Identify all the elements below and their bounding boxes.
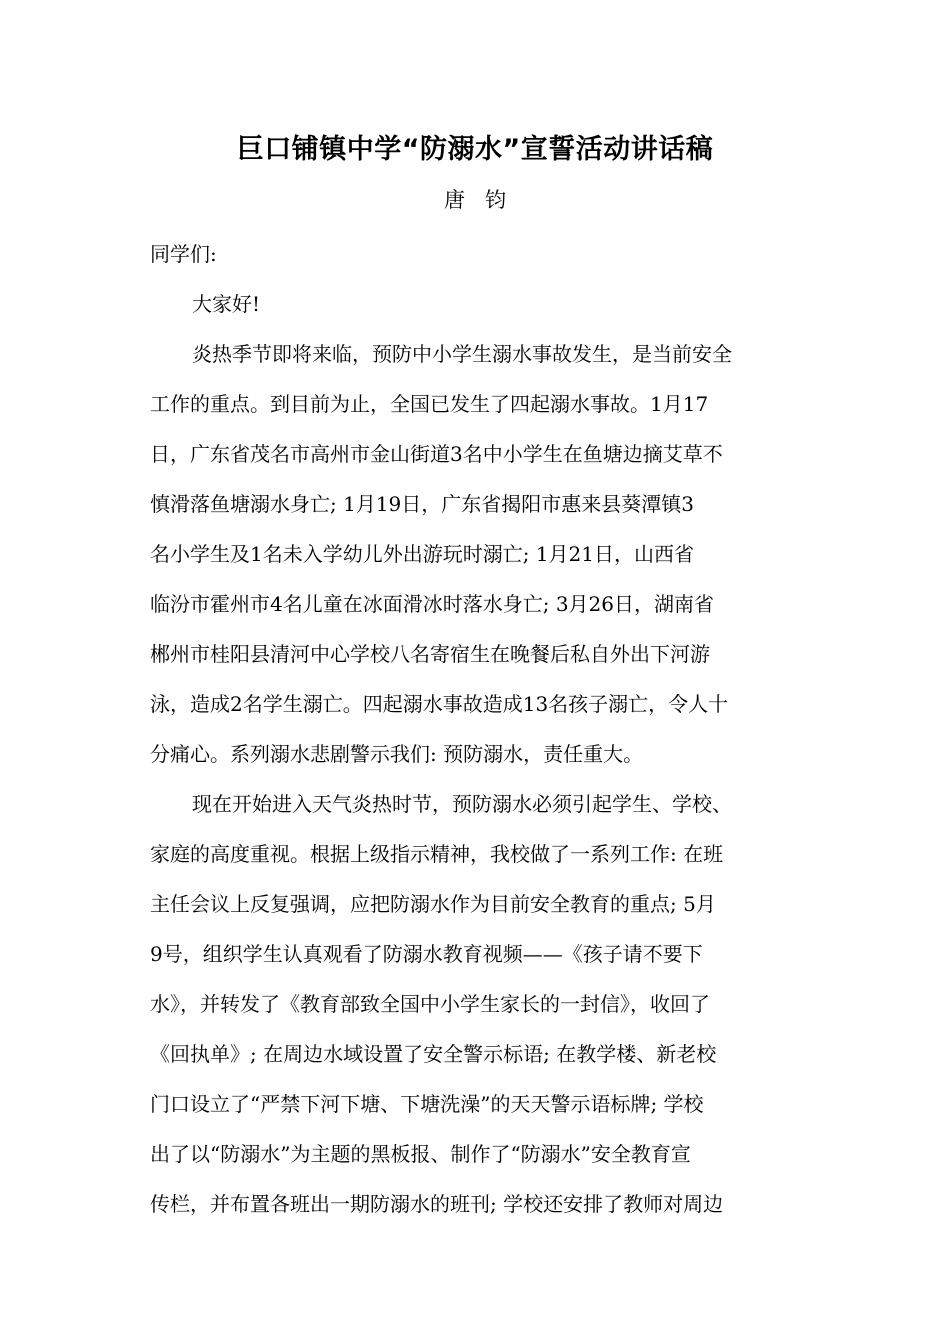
document-body xyxy=(150,229,810,1229)
body-line: 大家好! xyxy=(192,292,261,316)
body-line: 慎滑落鱼塘溺水身亡; 1月19日，广东省揭阳市惠来县葵潭镇3 xyxy=(150,492,694,516)
body-line: 分痛心。系列溺水悲剧警示我们: 预防溺水，责任重大。 xyxy=(150,742,644,766)
body-line: 9号，组织学生认真观看了防溺水教育视频——《孩子请不要下 xyxy=(150,942,703,966)
body-line: 日，广东省茂名市高州市金山街道3名中小学生在鱼塘边摘艾草不 xyxy=(150,442,723,466)
body-line: 《回执单》; 在周边水域设置了安全警示标语; 在教学楼、新老校 xyxy=(150,1042,717,1066)
body-line: 泳，造成2名学生溺亡。四起溺水事故造成13名孩子溺亡，令人十 xyxy=(150,692,729,716)
body-line: 现在开始进入天气炎热时节，预防溺水必须引起学生、学校、 xyxy=(192,792,732,816)
body-line: 同学们: xyxy=(150,242,217,266)
document-title: 巨口铺镇中学“防溺水”宣誓活动讲话稿 xyxy=(236,134,714,165)
body-line: 门口设立了“严禁下河下塘、下塘洗澡”的天天警示语标牌; 学校 xyxy=(150,1092,704,1116)
body-line: 家庭的高度重视。根据上级指示精神，我校做了一系列工作: 在班 xyxy=(150,842,724,866)
body-line: 出了以“防溺水”为主题的黑板报、制作了“防溺水”安全教育宣 xyxy=(150,1142,691,1166)
body-line: 水》，并转发了《教育部致全国中小学生家长的一封信》，收回了 xyxy=(150,992,710,1016)
document-author: 唐钧 xyxy=(444,188,526,212)
body-line: 主任会议上反复强调，应把防溺水作为目前安全教育的重点; 5月 xyxy=(150,892,716,916)
body-line: 临汾市霍州市4名儿童在冰面滑冰时落水身亡; 3月26日，湖南省 xyxy=(150,592,714,616)
body-line: 郴州市桂阳县清河中心学校八名寄宿生在晚餐后私自外出下河游 xyxy=(150,642,710,666)
body-line: 炎热季节即将来临，预防中小学生溺水事故发生，是当前安全 xyxy=(192,342,732,366)
body-line: 工作的重点。到目前为止，全国已发生了四起溺水事故。1月17 xyxy=(150,392,709,416)
body-line: 名小学生及1名未入学幼儿外出游玩时溺亡; 1月21日，山西省 xyxy=(150,542,694,566)
body-line: 传栏，并布置各班出一期防溺水的班刊; 学校还安排了教师对周边 xyxy=(150,1192,724,1216)
